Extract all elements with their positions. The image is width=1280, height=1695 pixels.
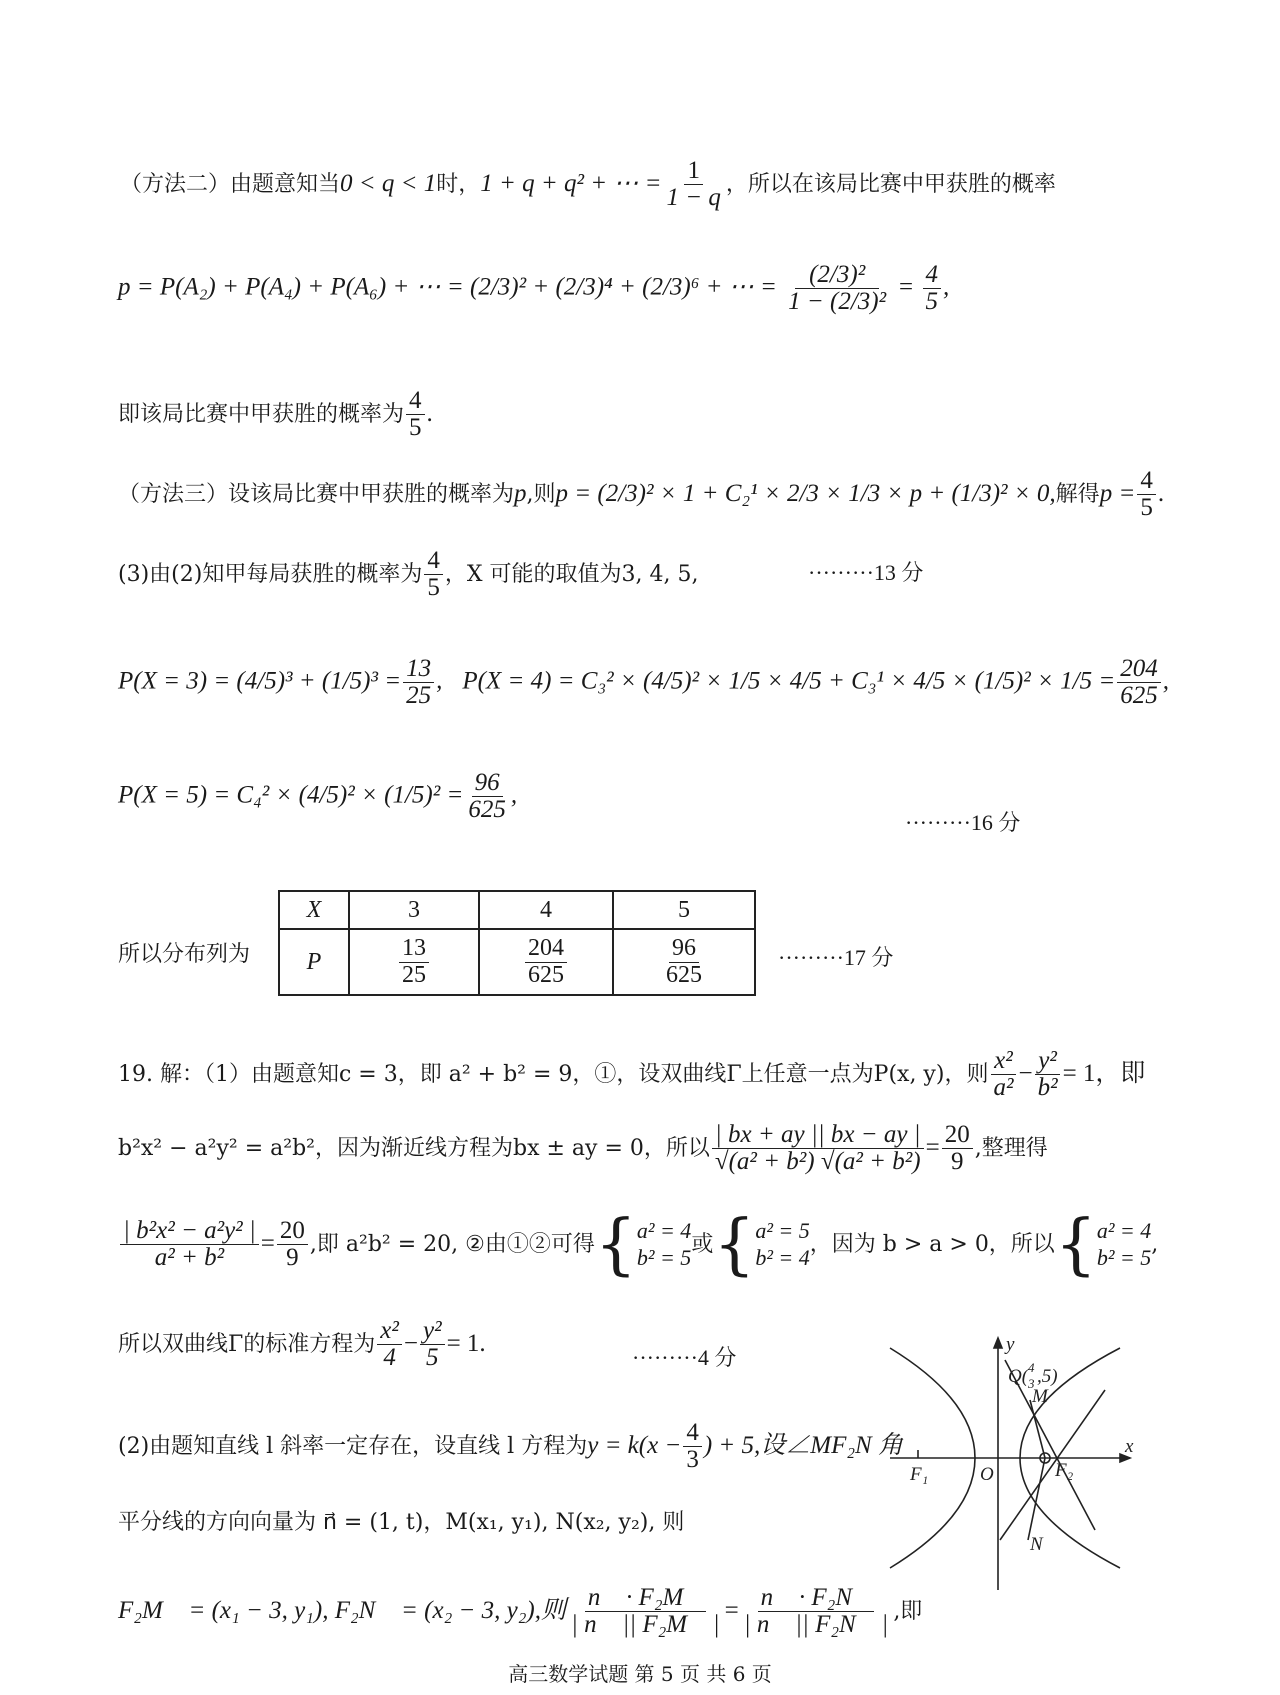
table-row	[279, 929, 755, 995]
table-row-label: P	[279, 929, 349, 995]
q19-l3-text: ,即 a²b² = 20, ②由①②可得	[309, 1231, 595, 1257]
f2-label: F₂	[1055, 1460, 1074, 1481]
q19-l3-frac: $\frac{\text{| b²x² − a²y² |}}{\text{a² + b²}}$	[120, 1218, 259, 1272]
dist-label: 所以分布列为	[118, 942, 251, 967]
eq-p-lhs: p = P(A₂) + P(A₄) + P(A₆) + ⋯ = (2/3)² + (2/3)⁴ + (2/3)⁶ + ⋯ =	[118, 273, 777, 301]
line-f2-n	[1028, 1458, 1045, 1540]
q-label-prefix: Q(	[1008, 1366, 1029, 1387]
eq-p-equals: =	[897, 273, 915, 301]
eq-p-result: $\frac{4}{5}$	[923, 262, 942, 316]
x-label: x	[1125, 1436, 1134, 1457]
q19-l7-frac2: $\frac{\text{n⃗ · F₂N⃗}}{\text{| n⃗ || F₂N⃗ |}}$	[743, 1584, 889, 1639]
method2-line	[120, 158, 1056, 212]
px5-fraction: $\frac{96}{625}$	[468, 769, 506, 824]
table-head-cell: X	[279, 891, 349, 929]
line-f2-m	[1030, 1400, 1045, 1458]
px4-tail: ,	[1162, 667, 1169, 695]
px4-expr: P(X = 4) = C₃² × (4/5)² × 1/5 × 4/5 + C₃¹ × 4/5 × (1/5)² × 1/5 =	[462, 667, 1116, 695]
q19-l4-frac1: $\frac{\text{x²}}{4}$	[377, 1318, 402, 1372]
score-16: ·········16 分	[905, 810, 1021, 835]
method3-mid: ,则	[526, 481, 556, 507]
m-label: M	[1032, 1386, 1048, 1407]
px3-fraction: $\frac{13}{25}$	[403, 656, 434, 710]
q19-system1: a² = 4 b² = 5	[636, 1218, 692, 1270]
q19-l1-frac1: $\frac{\text{x²}}{\text{a²}}$	[990, 1048, 1016, 1102]
q19-line5	[118, 1420, 903, 1474]
q19-l1-tail: = 1，即	[1062, 1059, 1146, 1087]
table-head-cell: 4	[479, 891, 613, 929]
q19-l6-text: 平分线的方向向量为 n⃗ = (1, t)，M(x₁, y₁), N(x₂, y₂), 则	[118, 1510, 685, 1535]
q19-l2-tail: ,整理得	[974, 1135, 1048, 1161]
eq-p-fraction: $\frac{\text{(2/3)²}}{\text{1 − (2/3)²}}$	[788, 261, 887, 316]
concl1-fraction: $\frac{4}{5}$	[406, 388, 425, 442]
q19-l4-minus: −	[403, 1329, 418, 1357]
method2-when: 时，	[436, 171, 481, 197]
page-footer: 高三数学试题 第 5 页 共 6 页	[508, 1662, 772, 1686]
concl1-line	[118, 388, 433, 442]
q19-l2-eq: =	[925, 1133, 940, 1161]
px34-line	[118, 656, 1169, 710]
part3-line	[118, 548, 698, 602]
part3-fraction: $\frac{4}{5}$	[424, 548, 443, 602]
q19-l3-text2: ，因为 b > a > 0，所以	[809, 1231, 1055, 1257]
q19-l5-text: (2)由题知直线 l 斜率一定存在，设直线 l 方程为	[118, 1433, 588, 1459]
method2-tail: ，所以在该局比赛中甲获胜的概率	[725, 171, 1056, 197]
n-label: N	[1030, 1534, 1043, 1555]
method2-label: （方法二）由题意知当	[120, 171, 341, 197]
px5-line	[118, 770, 517, 824]
method3-label: （方法三）设该局比赛中甲获胜的概率为	[118, 481, 515, 507]
px4-fraction: $\frac{204}{625}$	[1117, 656, 1161, 710]
part3-text: (3)由(2)知甲每局获胜的概率为	[118, 561, 423, 587]
table-row	[279, 891, 755, 929]
px34-sep: ,	[436, 667, 443, 695]
table-head-cell: 5	[613, 891, 755, 929]
q-label-den: 3	[1028, 1376, 1035, 1391]
q19-l3-tail: ,	[1151, 1231, 1159, 1257]
method3-p: p	[514, 479, 527, 507]
q19-l4-frac2: $\frac{\text{y²}}{5}$	[420, 1318, 445, 1372]
q19-l7-eq: =	[724, 1596, 739, 1624]
method3-fraction: $\frac{4}{5}$	[1137, 468, 1156, 522]
q19-system2: a² = 5 b² = 4	[755, 1218, 810, 1270]
q19-line4	[118, 1318, 486, 1372]
q19-l5-eq-b: ) + 5,设∠MF₂N 角	[703, 1431, 903, 1459]
q19-l1-text: 19. 解：（1）由题意知c = 3，即 a² + b² = 9，①，设双曲线Γ上任意一点为P(x, y)，则	[118, 1061, 989, 1087]
method3-res: p =	[1099, 479, 1136, 507]
q19-or: 或	[691, 1231, 714, 1257]
q19-l5-eq-a: y = k(x −	[587, 1431, 682, 1459]
px5-expr: P(X = 5) = C₄² × (4/5)² × (1/5)² =	[118, 781, 464, 809]
q19-l1-minus: −	[1018, 1059, 1033, 1087]
distribution-table	[278, 890, 756, 996]
f1-label: F₁	[910, 1464, 929, 1485]
q19-l7-frac1: $\frac{\text{n⃗ · F₂M⃗}}{\text{| n⃗ || F₂M⃗ |}}$	[571, 1584, 720, 1639]
q19-l2-frac: $\frac{| bx + ay || bx - ay |}{\text{√(a² + b²) √(a² + b²)}}$	[712, 1122, 924, 1176]
q19-l5-frac: $\frac{4}{3}$	[683, 1420, 702, 1474]
q19-l7-tail: ,即	[893, 1598, 923, 1624]
score-4: ·········4 分	[632, 1345, 737, 1370]
q19-l1-frac2: $\frac{\text{y²}}{\text{b²}}$	[1035, 1048, 1061, 1102]
q19-line6	[118, 1510, 684, 1536]
q19-line2	[118, 1122, 1048, 1176]
o-label: O	[980, 1464, 994, 1485]
method2-cond: 0 < q < 1	[340, 169, 437, 197]
q-label-num: 4	[1028, 1360, 1035, 1375]
table-cell: $\frac{204}{625}$	[479, 929, 613, 995]
method3-eq: p = (2/3)² × 1 + C₂¹ × 2/3 × 1/3 × p + (1/3)² × 0,	[555, 479, 1056, 507]
method3-solve: 解得	[1055, 481, 1100, 507]
eq-p-tail: ,	[943, 273, 950, 301]
q19-line7	[118, 1585, 922, 1639]
method3-tail: .	[1157, 479, 1165, 507]
q19-l2-text: b²x² − a²y² = a²b²，因为渐近线方程为bx ± ay = 0，所以	[118, 1135, 710, 1161]
q19-l4-text: 所以双曲线Γ的标准方程为	[118, 1331, 376, 1357]
table-head-cell: 3	[349, 891, 479, 929]
concl1-tail: .	[426, 399, 433, 427]
q19-l3-eq: =	[260, 1229, 275, 1257]
y-axis-arrow	[994, 1338, 1002, 1348]
concl1-text: 即该局比赛中甲获胜的概率为	[118, 401, 405, 427]
y-label: y	[1006, 1334, 1015, 1355]
score-13: ·········13 分	[808, 560, 924, 585]
eq-p-line	[118, 262, 949, 316]
q19-system3: a² = 4 b² = 5	[1096, 1218, 1152, 1270]
q19-line3: $\frac{\text{| b²x² − a²y² |}}{\text{a² + b²}}$ = $\frac{20}{9}$ ,即 a²b² = 20, ②由①②可得{ a² = 4 b² = 5 或{ a² = 5 b² = 4 ，因为 b > a > 0，所以{ a² = 4 b² = 5 ,	[118, 1218, 1158, 1272]
q19-l2-result: $\frac{20}{9}$	[942, 1122, 973, 1176]
table-cell: $\frac{96}{625}$	[613, 929, 755, 995]
table-cell: $\frac{13}{25}$	[349, 929, 479, 995]
method2-series: 1 + q + q² + ⋯ =	[480, 169, 662, 197]
q19-line1	[118, 1048, 1145, 1102]
hyperbola-figure	[880, 1330, 1140, 1600]
part3-mid: ，X 可能的取值为3, 4, 5,	[444, 561, 699, 587]
q19-l7-text: F₂M⃗ = (x₁ − 3, y₁), F₂N⃗ = (x₂ − 3, y₂),则	[118, 1596, 566, 1624]
score-17: ·········17 分	[778, 945, 894, 970]
px3-expr: P(X = 3) = (4/5)³ + (1/5)³ =	[118, 667, 402, 695]
q19-l3-result: $\frac{20}{9}$	[277, 1218, 308, 1272]
method3-line	[118, 468, 1164, 522]
q19-l4-tail: = 1.	[446, 1329, 486, 1357]
px5-tail: ,	[510, 781, 518, 809]
q-label-suffix: ,5)	[1037, 1366, 1058, 1387]
method2-fraction: $\frac{1}{1 - q}$	[666, 157, 721, 212]
